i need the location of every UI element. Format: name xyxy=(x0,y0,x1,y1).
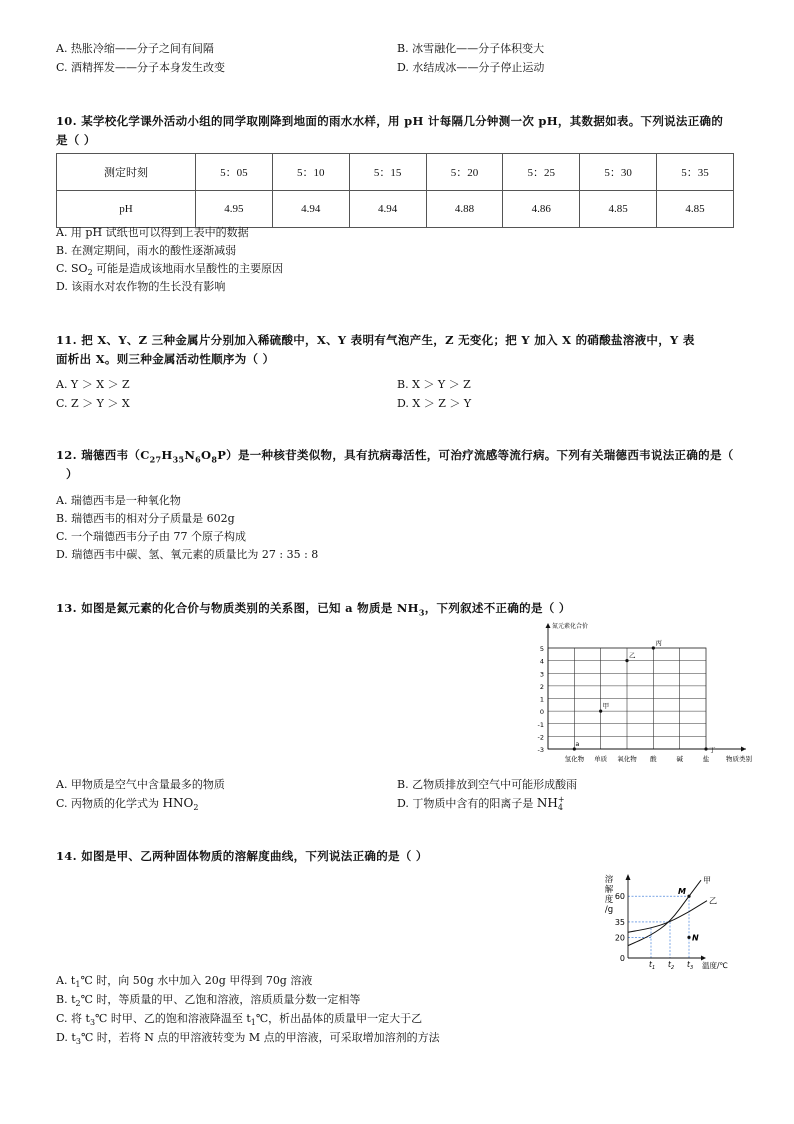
q10-stem: 10. 某学校化学课外活动小组的同学取刚降到地面的雨水水样，用 pH 计每隔几分钟测一次 pH，其数据如表。下列说法正确的 xyxy=(56,114,724,128)
q14-option-c: C. 将 $t_3℃$ 时甲、乙的饱和溶液降温至 $t_1℃$，析出晶体的质量甲一定大于乙 xyxy=(56,1012,423,1028)
q11-option-b: B. X ＞ Y ＞ Z xyxy=(397,378,471,391)
valence-chart xyxy=(530,618,754,780)
y-tick-label: -2 xyxy=(537,733,544,742)
y-tick-label: 20 xyxy=(614,933,625,943)
table-cell: 5：30 xyxy=(580,154,657,191)
q9-option-b: B. 冰雪融化——分子体积变大 xyxy=(397,42,545,55)
y-tick-label: 5 xyxy=(539,645,544,653)
q11-stem: 11. 把 X、Y、Z 三种金属片分别加入稀硫酸中，X、Y 表明有气泡产生，Z 无变化；把 Y 加入 X 的硝酸盐溶液中，Y 表 xyxy=(56,333,695,347)
table-cell: 4.85 xyxy=(657,191,734,228)
table-header: pH xyxy=(57,191,196,228)
q11-option-c: C. Z ＞ Y ＞ X xyxy=(56,397,130,410)
q12-option-b: B. 瑞德西韦的相对分子质量是 602g xyxy=(56,512,235,525)
point-label: a xyxy=(575,740,580,748)
table-cell: 5：20 xyxy=(426,154,503,191)
table-cell: 4.86 xyxy=(503,191,580,228)
table-cell: 4.88 xyxy=(426,191,503,228)
q9-option-d: D. 水结成冰——分子停止运动 xyxy=(397,61,545,74)
table-cell: 4.94 xyxy=(349,191,426,228)
q10-option-c: C. $SO_2$ 可能是造成该地雨水呈酸性的主要原因 xyxy=(56,262,284,278)
table-cell: 4.85 xyxy=(580,191,657,228)
y-tick-label: 2 xyxy=(539,682,544,691)
table-cell: 5：10 xyxy=(272,154,349,191)
q11-option-a: A. Y ＞ X ＞ Z xyxy=(56,378,130,391)
x-tick-label: 氧化物 xyxy=(617,755,637,763)
table-cell: 5：05 xyxy=(196,154,273,191)
q10-stem-2: 是（ ） xyxy=(56,133,96,147)
x-tick-label: 盐 xyxy=(702,755,710,763)
y-tick-label: 0 xyxy=(539,708,544,717)
table-cell: 5：15 xyxy=(349,154,426,191)
x-tick-label: 酸 xyxy=(650,755,657,763)
table-cell: 5：25 xyxy=(503,154,580,191)
x-axis-label: 温度/℃ xyxy=(702,961,728,970)
x-tick-label: 碱 xyxy=(676,755,683,763)
q13-option-a: A. 甲物质是空气中含量最多的物质 xyxy=(56,778,225,791)
x-axis-arrow xyxy=(741,747,746,752)
q12-stem-2: ） xyxy=(66,467,78,481)
q11-option-d: D. X ＞ Z ＞ Y xyxy=(397,397,472,410)
q12-stem: 12. 瑞德西韦$(C_{27}H_{35}N_6O_8P)$是一种核苷类似物，具有抗病毒活性，可治疗流感等流行病。下列有关瑞德西韦说法正确的是（ xyxy=(56,448,734,465)
q13-option-d: D. 丁物质中含有的阳离子是 NH + 4 xyxy=(397,795,565,812)
table-row xyxy=(57,154,734,191)
annotation-label: N xyxy=(692,933,699,943)
point-label: 乙 xyxy=(629,651,636,660)
q12-option-c: C. 一个瑞德西韦分子由 77 个原子构成 xyxy=(56,530,247,543)
q13-stem: 13. 如图是氮元素的化合价与物质类别的关系图，已知 a 物质是 $NH_3$，下列叙述不正确的是（ ） xyxy=(56,601,571,618)
y-axis-arrow xyxy=(546,623,551,628)
curve-yi xyxy=(628,901,707,933)
x-tick-label: $t_2$ xyxy=(668,960,675,971)
annotation-point xyxy=(687,936,690,939)
x-axis-arrow xyxy=(701,956,706,961)
y-tick-label: -3 xyxy=(537,746,544,754)
y-tick-label: 3 xyxy=(539,670,544,679)
point-label: 丁 xyxy=(709,746,716,754)
y-axis-label: 氮元素化合价 xyxy=(552,623,589,630)
q14-stem: 14. 如图是甲、乙两种固体物质的溶解度曲线，下列说法正确的是（ ） xyxy=(56,849,428,863)
q11-stem-2: 面析出 X。则三种金属活动性顺序为（ ） xyxy=(56,352,275,366)
q10-option-a: A. 用 pH 试纸也可以得到上表中的数据 xyxy=(56,226,249,239)
q10-option-b: B. 在测定期间，雨水的酸性逐渐减弱 xyxy=(56,244,237,257)
solubility-chart xyxy=(598,868,748,972)
table-row xyxy=(57,191,734,228)
q14-option-b: B. $t_2℃$ 时，等质量的甲、乙饱和溶液，溶质质量分数一定相等 xyxy=(56,993,361,1009)
table-cell: 5：35 xyxy=(657,154,734,191)
y-tick-label: -1 xyxy=(537,720,544,729)
table-cell: 4.94 xyxy=(272,191,349,228)
q14-option-d: D. $t_3℃$ 时，若将 N 点的甲溶液转变为 M 点的甲溶液，可采取增加溶剂的方法 xyxy=(56,1031,440,1047)
series-label: 乙 xyxy=(709,896,717,906)
q12-option-a: A. 瑞德西韦是一种氧化物 xyxy=(56,494,181,507)
x-axis-label: 物质类别 xyxy=(726,755,752,763)
q9-option-c: C. 酒精挥发——分子本身发生改变 xyxy=(56,61,226,74)
annotation-point xyxy=(687,895,690,898)
curve-jia xyxy=(628,880,701,945)
y-tick-label: 0 xyxy=(619,954,625,963)
y-axis-label: 溶 xyxy=(604,875,614,885)
x-tick-label: 单质 xyxy=(594,755,608,763)
q13-option-b: B. 乙物质排放到空气中可能形成酸雨 xyxy=(397,778,578,791)
q10-option-d: D. 该雨水对农作物的生长没有影响 xyxy=(56,280,226,293)
ph-table xyxy=(56,153,734,228)
y-tick-label: 4 xyxy=(539,657,544,666)
y-axis-arrow xyxy=(626,874,631,880)
series-label: 甲 xyxy=(703,876,711,886)
y-axis-label: 解 xyxy=(604,885,614,895)
x-tick-label: $t_3$ xyxy=(687,960,694,971)
x-tick-label: $t_1$ xyxy=(649,960,656,971)
table-header: 测定时刻 xyxy=(57,154,196,191)
y-tick-label: 35 xyxy=(614,917,625,927)
q14-option-a: A. $t_1℃$ 时，向 50g 水中加入 20g 甲得到 70g 溶液 xyxy=(56,974,313,990)
y-tick-label: 1 xyxy=(539,695,544,704)
point-label: 甲 xyxy=(602,702,610,711)
data-point xyxy=(704,747,707,750)
annotation-label: M xyxy=(678,887,686,897)
q9-option-a: A. 热胀冷缩——分子之间有间隔 xyxy=(56,42,214,55)
x-tick-label: 氢化物 xyxy=(564,755,585,763)
y-tick-label: 60 xyxy=(614,892,625,902)
table-cell: 4.95 xyxy=(196,191,273,228)
y-axis-label: 度 xyxy=(604,895,614,905)
q12-option-d: D. 瑞德西韦中碳、氢、氧元素的质量比为 27 : 35 : 8 xyxy=(56,548,319,561)
point-label: 丙 xyxy=(655,639,662,647)
q13-option-c: C. 丙物质的化学式为 $HNO_2$ xyxy=(56,796,199,813)
y-axis-label: /g xyxy=(604,905,614,915)
